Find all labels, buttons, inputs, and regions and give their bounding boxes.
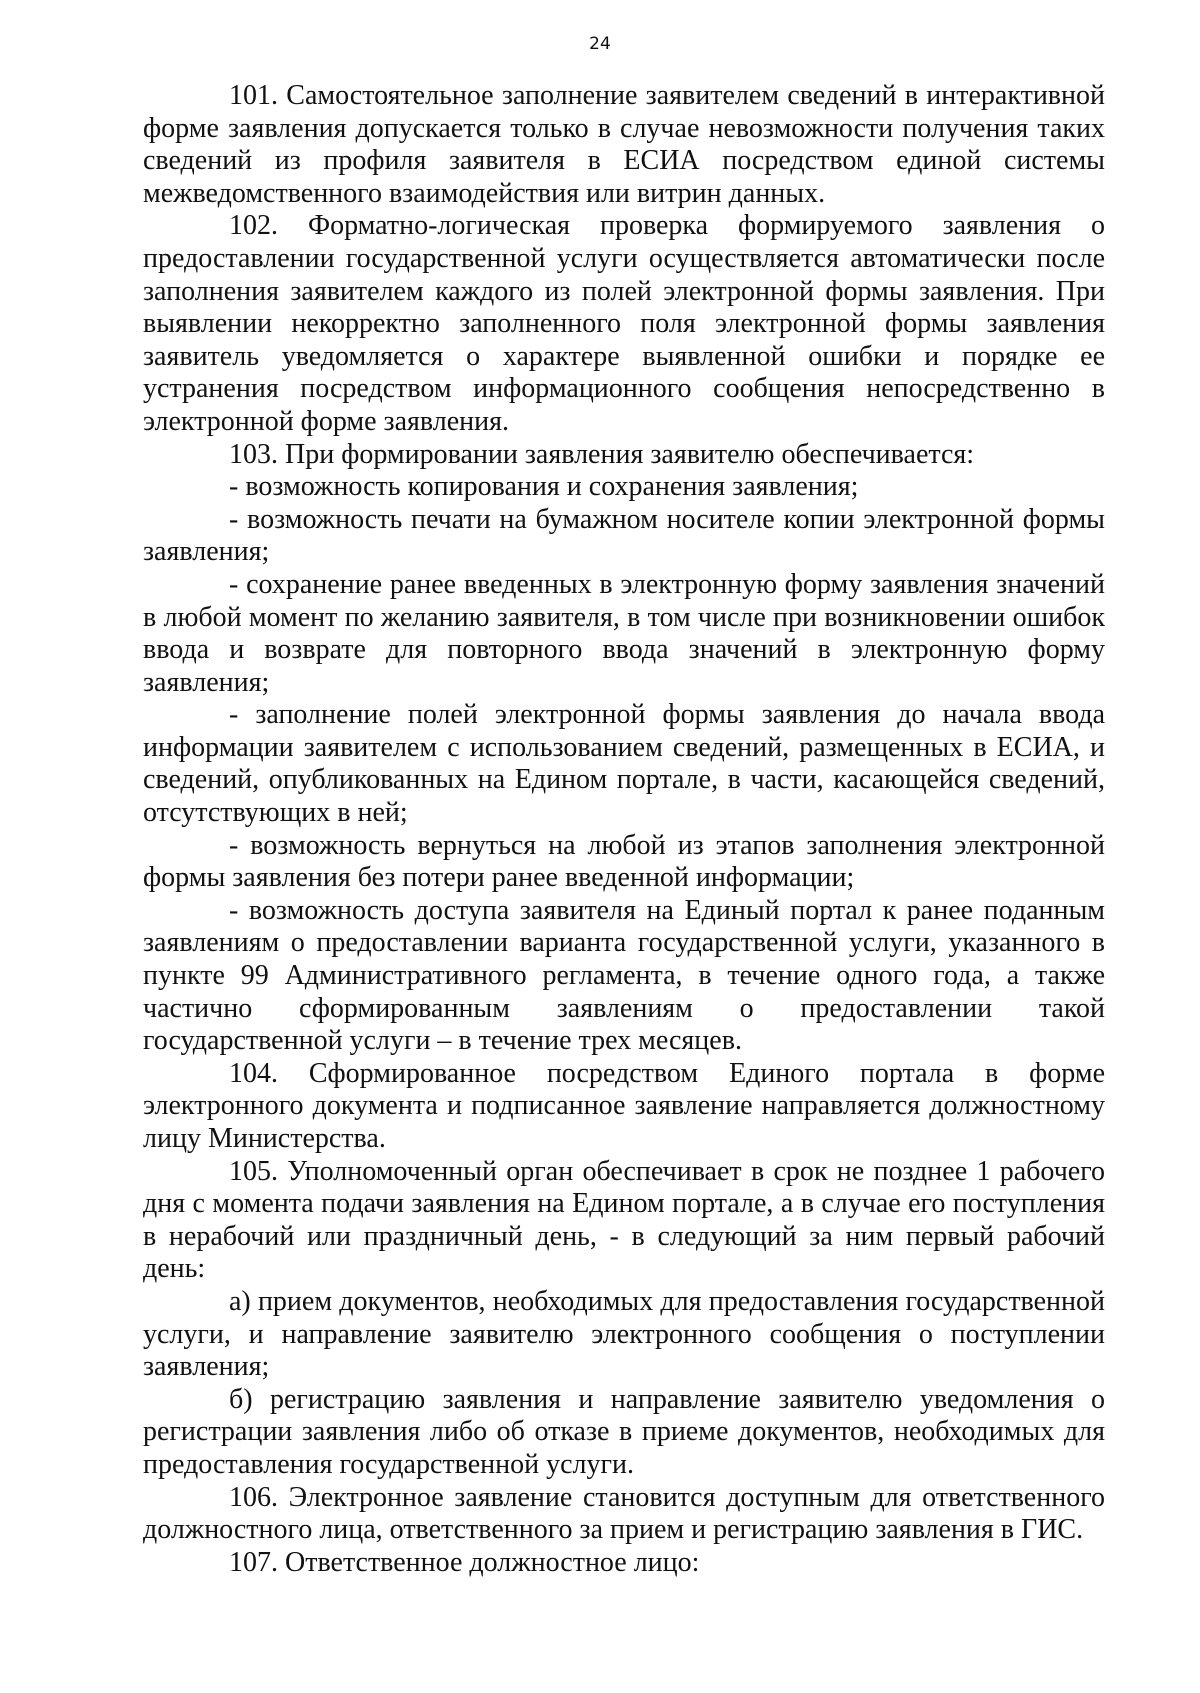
list-item-print: - возможность печати на бумажном носителе копии электронной формы заявления;: [143, 503, 1105, 568]
subitem-b: б) регистрацию заявления и направление заявителю уведомления о регистрации заявления либо об отказе в приеме документов, необходимых для предоставления государственной услуги.: [143, 1383, 1105, 1480]
paragraph-106: 106. Электронное заявление становится доступным для ответственного должностного лица, ответственного за прием и регистрацию заявления в ГИС.: [143, 1481, 1105, 1546]
list-item-access-applications: - возможность доступа заявителя на Единый портал к ранее поданным заявлениям о предоставлении варианта государственной услуги, указанного в пункте 99 Административного регламента, в течение одного года, а также частично сформированным заявлениям о предоставлении такой государственной услуги – в течение трех месяцев.: [143, 894, 1105, 1057]
paragraph-103: 103. При формировании заявления заявителю обеспечивается:: [229, 438, 975, 470]
paragraph-104: 104. Сформированное посредством Единого портала в форме электронного документа и подписанное заявление направляется должностному лицу Министерства.: [143, 1057, 1105, 1154]
paragraph-101: 101. Самостоятельное заполнение заявителем сведений в интерактивной форме заявления допускается только в случае невозможности получения таких сведений из профиля заявителя в ЕСИА посредством единой системы межведомственного взаимодействия или витрин данных.: [143, 80, 1105, 209]
list-item-autofill: - заполнение полей электронной формы заявления до начала ввода информации заявителем с использованием сведений, размещенных в ЕСИА, и сведений, опубликованных на Едином портале, в части, касающейся сведений, отсутствующих в ней;: [143, 699, 1105, 829]
paragraph-105: 105. Уполномоченный орган обеспечивает в срок не позднее 1 рабочего дня с момента подачи заявления на Едином портале, а в случае его поступления в нерабочий или праздничный день, - в следующий за ним первый рабочий день:: [143, 1155, 1105, 1285]
list-item-save-values: - сохранение ранее введенных в электронную форму заявления значений в любой момент по желанию заявителя, в том числе при возникновении ошибок ввода и возврате для повторного ввода значений в электронную форму заявления;: [143, 568, 1105, 698]
list-item-return-step: - возможность вернуться на любой из этапов заполнения электронной формы заявления без потери ранее введенной информации;: [143, 829, 1105, 894]
subitem-a: а) прием документов, необходимых для предоставления государственной услуги, и направление заявителю электронного сообщения о поступлении заявления;: [143, 1285, 1105, 1383]
paragraph-107: 107. Ответственное должностное лицо:: [229, 1546, 700, 1578]
paragraph-102: 102. Форматно-логическая проверка формируемого заявления о предоставлении государственной услуги осуществляется автоматически после заполнения заявителем каждого из полей электронной формы заявления. При выявлении некорректно заполненного поля электронной формы заявления заявитель уведомляется о характере выявленной ошибки и порядке ее устранения посредством информационного сообщения непосредственно в электронной форме заявления.: [143, 210, 1105, 437]
list-item-copy-save: - возможность копирования и сохранения заявления;: [229, 471, 859, 503]
document-body: [143, 80, 1105, 1579]
page-number: 24: [589, 34, 611, 54]
